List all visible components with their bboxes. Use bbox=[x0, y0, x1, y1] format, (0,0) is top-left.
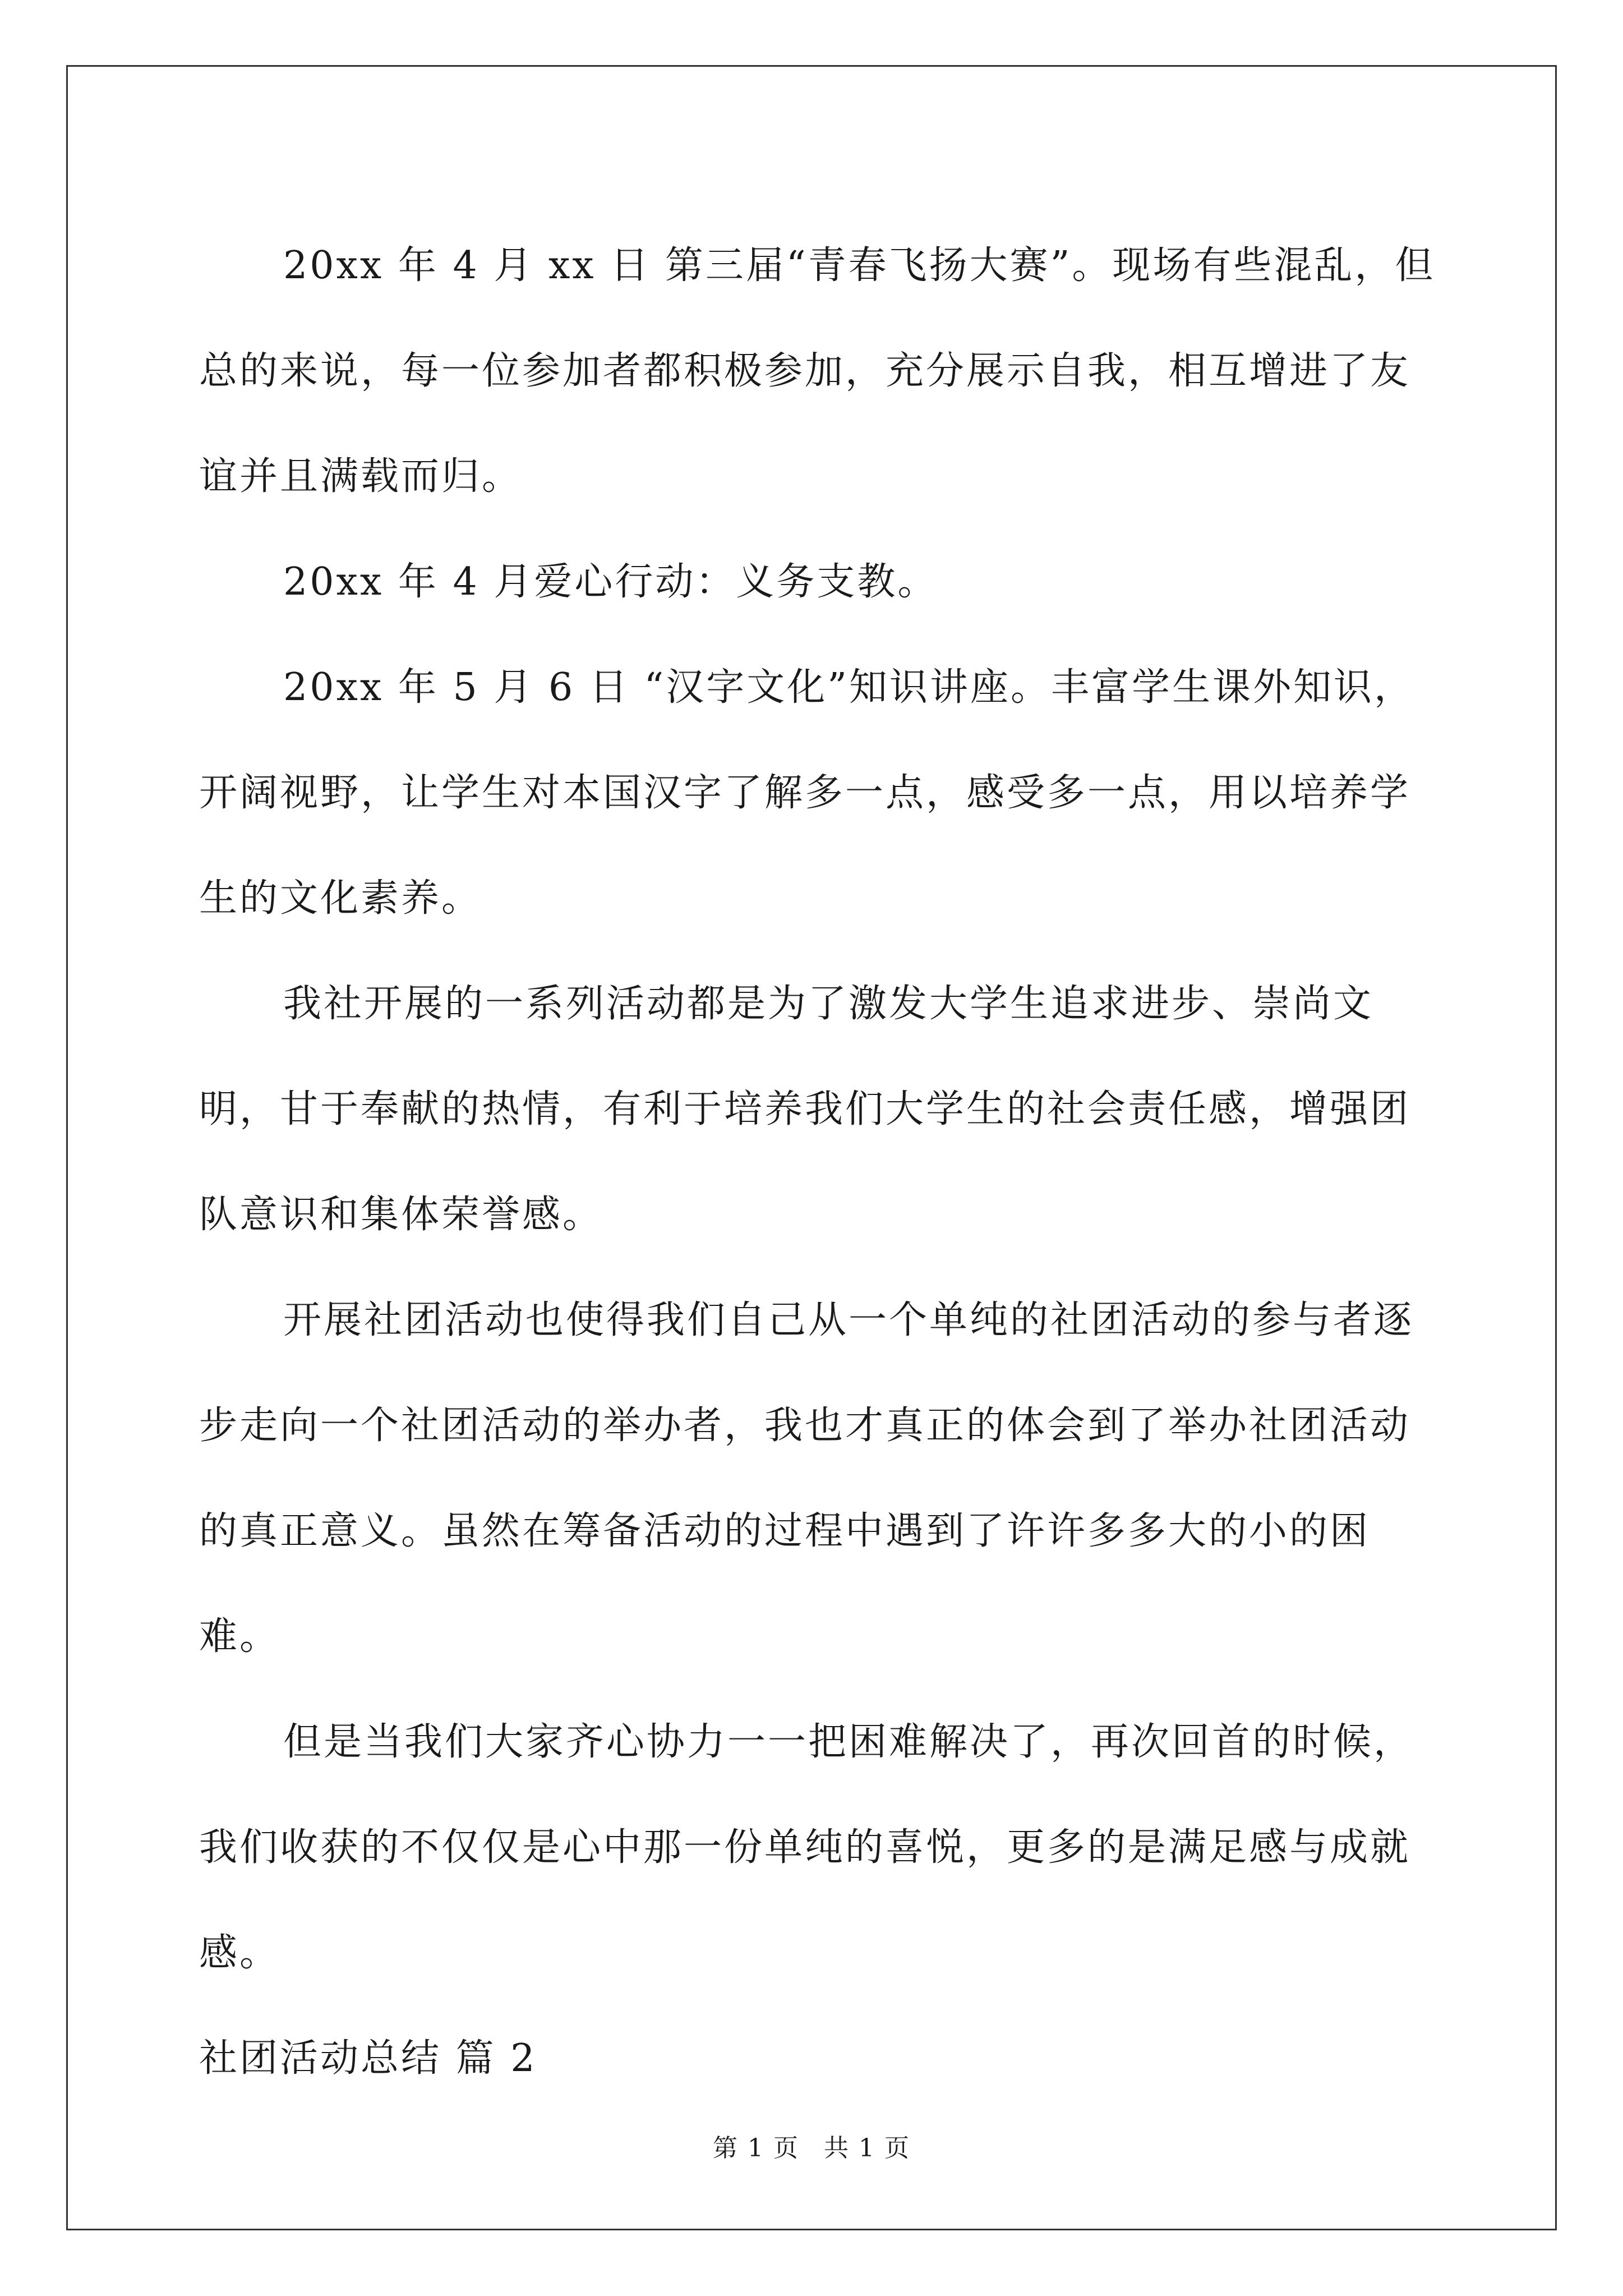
paragraph-activities-purpose: 我社开展的一系列活动都是为了激发大学生追求进步、崇尚文明，甘于奉献的热情，有利于培养我们大学生的社会责任感，增强团队意识和集体荣誉感。 bbox=[199, 982, 1411, 1237]
page-number: 第 1 页 bbox=[713, 2134, 799, 2162]
paragraph-lecture: 20xx 年 5 月 6 日 “汉字文化”知识讲座。丰富学生课外知识，开阔视野，让学生对本国汉字了解多一点，感受多一点，用以培养学生的文化素养。 bbox=[199, 665, 1414, 921]
paragraph-contest: 20xx 年 4 月 xx 日 第三届“青春飞扬大赛”。现场有些混乱，但总的来说，每一位参加者都积极参加，充分展示自我，相互增进了友谊并且满载而归。 bbox=[199, 243, 1436, 499]
paragraph-achievement: 但是当我们大家齐心协力一一把困难解决了，再次回首的时候，我们收获的不仅仅是心中那一份单纯的喜悦，更多的是满足感与成就感。 bbox=[199, 1720, 1414, 1975]
paragraph-organizer-experience: 开展社团活动也使得我们自己从一个单纯的社团活动的参与者逐步走向一个社团活动的举办者，我也才真正的体会到了举办社团活动的真正意义。虽然在筹备活动的过程中遇到了许许多多大的小的困难。 bbox=[199, 1298, 1414, 1659]
page-total: 共 1 页 bbox=[824, 2134, 910, 2162]
paragraph-volunteer-teaching: 20xx 年 4 月爱心行动：义务支教。 bbox=[283, 560, 938, 604]
section-heading: 社团活动总结 篇 2 bbox=[199, 2036, 537, 2081]
page-footer bbox=[0, 2132, 1623, 2165]
document-body bbox=[199, 213, 1447, 2111]
